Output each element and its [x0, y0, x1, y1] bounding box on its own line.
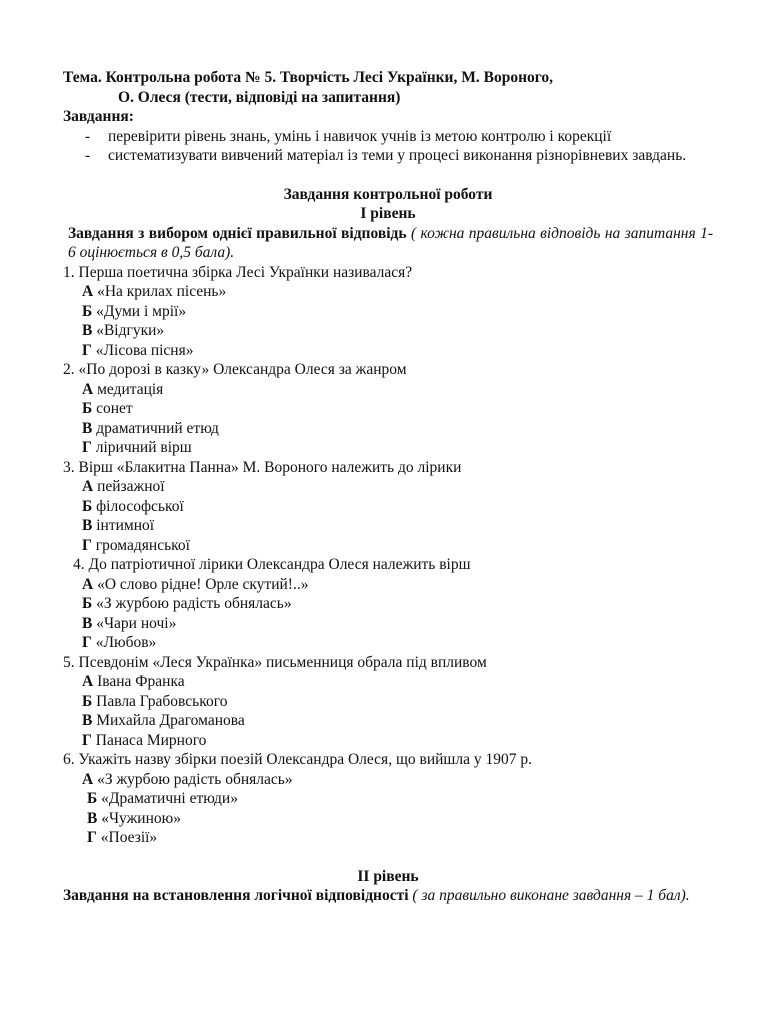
- answer-option: [63, 731, 713, 751]
- option-letter: В: [87, 809, 98, 827]
- spacer: [63, 166, 713, 185]
- question-text: 1. Перша поетична збірка Лесі Українки називалася?: [63, 263, 413, 281]
- option-letter: Б: [82, 692, 93, 710]
- answer-option: [63, 809, 713, 829]
- level1-title: І рівень: [360, 205, 416, 222]
- topic-title-line2: О. Олеся (тести, відповіді на запитання): [118, 88, 401, 106]
- answer-option: [63, 828, 713, 848]
- option-text: «Любов»: [95, 634, 157, 651]
- option-text: Михайла Драгоманова: [96, 712, 245, 729]
- option-text: «З журбою радість обнялась»: [96, 595, 292, 612]
- option-letter: Г: [82, 439, 92, 456]
- option-letter: В: [82, 322, 93, 339]
- answer-option: [63, 516, 713, 536]
- option-letter: Б: [82, 595, 93, 612]
- option-text: інтимної: [96, 517, 155, 534]
- option-text: «Думи і мрії»: [96, 302, 187, 320]
- answer-option: [63, 692, 713, 712]
- level2-title: ІІ рівень: [357, 867, 419, 885]
- option-letter: Б: [82, 302, 93, 320]
- option-text: «Драматичні етюди»: [101, 790, 238, 807]
- option-text: ліричний вірш: [95, 439, 192, 456]
- option-text: «Чужиною»: [101, 809, 181, 827]
- option-letter: А: [82, 575, 94, 593]
- question-text: 5. Псевдонім «Леся Українка» письменниця обрала під впливом: [63, 653, 487, 671]
- answer-option: [63, 321, 713, 341]
- option-text: філософської: [96, 497, 184, 515]
- document-page: [63, 68, 713, 906]
- option-text: громадянської: [95, 536, 190, 554]
- goal-text: перевірити рівень знань, умінь і навичок учнів із метою контролю і корекції: [108, 127, 612, 145]
- question-text: 3. Вірш «Блакитна Панна» М. Вороного належить до лірики: [63, 458, 462, 476]
- goals-label: Завдання:: [63, 108, 134, 125]
- answer-option: [63, 399, 713, 419]
- answer-option: [63, 438, 713, 458]
- answer-option: [63, 594, 713, 614]
- option-letter: Г: [82, 536, 92, 554]
- option-text: «Лісова пісня»: [95, 341, 194, 359]
- option-text: Павла Грабовського: [96, 692, 228, 710]
- option-text: Панаса Мирного: [95, 731, 207, 749]
- level2-task-bold: Завдання на встановлення логічної відповідності: [63, 887, 409, 904]
- option-text: Івана Франка: [97, 673, 185, 690]
- option-letter: В: [82, 419, 93, 437]
- answer-option: [63, 302, 713, 322]
- answer-option: [63, 536, 713, 556]
- option-letter: А: [82, 673, 94, 690]
- option-text: «Чари ночі»: [96, 614, 177, 632]
- option-letter: Г: [82, 341, 92, 359]
- option-letter: Г: [82, 634, 92, 651]
- answer-option: [63, 419, 713, 439]
- answer-option: [63, 575, 713, 595]
- goals-list: [63, 127, 713, 166]
- answer-option: [63, 789, 713, 809]
- option-letter: А: [82, 283, 94, 300]
- question-text: 6. Укажіть назву збірки поезій Олександра Олеся, що вийшла у 1907 р.: [63, 751, 532, 768]
- option-text: «На крилах пісень»: [97, 283, 227, 300]
- option-text: «Відгуки»: [96, 322, 165, 339]
- option-letter: А: [82, 478, 94, 495]
- option-letter: Г: [82, 731, 92, 749]
- option-text: «З журбою радість обнялась»: [97, 770, 293, 788]
- option-text: медитація: [97, 380, 164, 398]
- level2-task-italic: ( за правильно виконане завдання – 1 бал).: [412, 887, 690, 904]
- answer-option: [63, 770, 713, 790]
- option-letter: Б: [87, 790, 98, 807]
- goal-item: [63, 127, 713, 147]
- answer-option: [63, 614, 713, 634]
- question-text: 2. «По дорозі в казку» Олександра Олеся за жанром: [63, 361, 407, 378]
- answer-option: [63, 341, 713, 361]
- answer-option: [63, 477, 713, 497]
- option-letter: В: [82, 614, 93, 632]
- answer-option: [63, 497, 713, 517]
- question-text: 4. До патріотичної лірики Олександра Олеся належить вірш: [73, 556, 471, 573]
- answer-option: [63, 633, 713, 653]
- level1-task-bold: Завдання з вибором однієї правильної відповідь: [68, 224, 407, 242]
- dash-bullet: -: [85, 147, 91, 164]
- goal-text: систематизувати вивчений матеріал із теми у процесі виконання різнорівневих завдань.: [108, 147, 687, 164]
- level2-task: [63, 886, 713, 906]
- dash-bullet: -: [85, 127, 91, 145]
- option-letter: В: [82, 712, 93, 729]
- option-text: «О слово рідне! Орле скутий!..»: [97, 575, 309, 593]
- questions-list: [63, 263, 713, 848]
- answer-option: [63, 282, 713, 302]
- answer-option: [63, 672, 713, 692]
- option-letter: Б: [82, 497, 93, 515]
- option-letter: Б: [82, 400, 93, 417]
- option-letter: А: [82, 380, 94, 398]
- goal-item: [63, 146, 713, 166]
- level1-task: [63, 224, 713, 263]
- answer-option: [63, 380, 713, 400]
- answer-option: [63, 711, 713, 731]
- topic-title-line1: Тема. Контрольна робота № 5. Творчість Лесі Українки, М. Вороного,: [63, 69, 554, 86]
- section-title: Завдання контрольної роботи: [283, 185, 493, 203]
- option-text: сонет: [96, 400, 133, 417]
- option-text: «Поезії»: [100, 829, 158, 846]
- option-letter: А: [82, 770, 94, 788]
- option-letter: Г: [87, 829, 97, 846]
- option-letter: В: [82, 517, 93, 534]
- option-text: драматичний етюд: [96, 419, 219, 437]
- option-text: пейзажної: [97, 478, 165, 495]
- level1-task-italic: ( кожна правильна відповідь на запитання 1-6 оцінюється в 0,5 бала).: [68, 224, 713, 261]
